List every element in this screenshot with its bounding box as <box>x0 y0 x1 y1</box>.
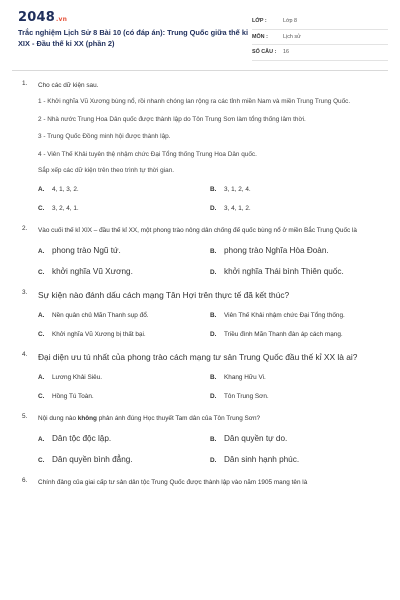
option-text: phong trào Nghĩa Hòa Đoàn. <box>224 246 329 255</box>
question-stem: Đại diện ưu tú nhất của phong trào cách mạng tư sản Trung Quốc đầu thế kỉ XX là ai? <box>38 352 358 362</box>
question-number: 1. <box>22 80 28 87</box>
option-letter: D. <box>210 205 217 212</box>
option-letter: C. <box>38 205 45 212</box>
option-letter: D. <box>210 393 217 400</box>
option-text: 3, 4, 1, 2. <box>224 205 251 212</box>
page-header <box>0 0 400 66</box>
option-a[interactable] <box>38 434 210 443</box>
option-c[interactable] <box>38 455 210 464</box>
option-b[interactable] <box>210 186 382 193</box>
question-list <box>0 80 400 501</box>
option-text: Dân tộc độc lập. <box>52 434 112 443</box>
option-b[interactable] <box>210 312 382 319</box>
option-letter: B. <box>210 186 217 193</box>
option-letter: B. <box>210 248 217 255</box>
question-number: 6. <box>22 477 28 484</box>
option-letter: C. <box>38 269 45 276</box>
option-b[interactable] <box>210 434 382 443</box>
answer-options <box>38 246 378 276</box>
option-text: Dân quyền tự do. <box>224 434 288 443</box>
option-d[interactable] <box>210 393 382 400</box>
stem-emphasis: không <box>77 415 97 422</box>
option-text: khởi nghĩa Vũ Xương. <box>52 267 133 276</box>
meta-row-subject <box>252 30 388 46</box>
option-a[interactable] <box>38 374 210 381</box>
event-item: 4 - Viên Thế Khải tuyên thệ nhậm chức Đại Tổng thống Trung Hoa Dân quốc. <box>38 150 257 158</box>
option-letter: A. <box>38 312 45 319</box>
question-1 <box>0 80 400 212</box>
question-prompt: Sắp xếp các dữ kiện trên theo trình tự thời gian. <box>38 167 175 174</box>
option-letter: A. <box>38 374 45 381</box>
option-text: khởi nghĩa Thái bình Thiên quốc. <box>224 267 344 276</box>
question-4 <box>0 351 400 400</box>
option-a[interactable] <box>38 312 210 319</box>
question-stem: Chính đảng của giai cấp tư sản dân tộc Trung Quốc được thành lập vào năm 1905 mang tên là <box>38 479 308 486</box>
meta-table <box>252 14 388 61</box>
question-6 <box>0 477 400 488</box>
option-c[interactable] <box>38 267 210 276</box>
meta-row-class <box>252 14 388 30</box>
option-c[interactable] <box>38 205 210 212</box>
meta-label: MÔN : <box>252 33 268 40</box>
option-d[interactable] <box>210 331 382 338</box>
answer-options <box>38 186 378 212</box>
option-text: Tôn Trung Sơn. <box>224 393 269 400</box>
question-number: 3. <box>22 289 28 296</box>
option-text: Khởi nghĩa Vũ Xương bị thất bại. <box>52 331 146 338</box>
event-item: 3 - Trung Quốc Đồng minh hội được thành lập. <box>38 133 171 140</box>
option-letter: B. <box>210 312 217 319</box>
option-text: phong trào Ngũ tứ. <box>52 246 121 255</box>
option-letter: B. <box>210 436 217 443</box>
meta-value: Lịch sử <box>283 33 301 40</box>
stem-text: Nội dung nào <box>38 415 78 422</box>
option-text: Triều đình Mãn Thanh đàn áp cách mạng. <box>224 331 343 338</box>
option-text: 3, 1, 2, 4. <box>224 186 251 193</box>
answer-options <box>38 374 378 400</box>
option-letter: A. <box>38 248 45 255</box>
option-letter: A. <box>38 436 45 443</box>
question-stem <box>38 413 378 424</box>
option-text: Hồng Tú Toàn. <box>52 393 94 400</box>
meta-value: Lớp 8 <box>283 18 298 25</box>
option-text: Khang Hữu Vi. <box>224 374 266 381</box>
option-text: Nền quân chủ Mãn Thanh sụp đổ. <box>52 312 149 319</box>
header-divider <box>12 70 388 71</box>
meta-label: LỚP : <box>252 18 267 25</box>
meta-value: 16 <box>283 49 289 56</box>
option-a[interactable] <box>38 246 210 255</box>
option-b[interactable] <box>210 246 382 255</box>
event-item: 1 - Khởi nghĩa Vũ Xương bùng nổ, rồi nhanh chóng lan rộng ra các tỉnh miền Nam và miền Trung Trung Quốc. <box>38 98 351 105</box>
option-text: 3, 2, 4, 1. <box>52 205 79 212</box>
question-number: 2. <box>22 225 28 232</box>
document-title: Trắc nghiệm Lịch Sử 8 Bài 10 (có đáp án): Trung Quốc giữa thế kỉ XIX - Đầu thế kỉ XX (phần 2) <box>18 28 249 48</box>
logo-suffix: .vn <box>55 16 68 23</box>
option-c[interactable] <box>38 331 210 338</box>
stem-text: phản ánh đúng Học thuyết Tam dân của Tôn Trung Sơn? <box>96 415 261 422</box>
event-item: 2 - Nhà nước Trung Hoa Dân quốc được thành lập do Tôn Trung Sơn làm tổng thống lâm thời. <box>38 115 306 123</box>
logo-text: 2048 <box>18 10 55 25</box>
option-c[interactable] <box>38 393 210 400</box>
option-d[interactable] <box>210 455 382 464</box>
option-letter: D. <box>210 457 217 464</box>
question-2 <box>0 225 400 276</box>
option-d[interactable] <box>210 267 382 276</box>
option-letter: D. <box>210 269 217 276</box>
question-number: 5. <box>22 413 28 420</box>
option-text: Viên Thế Khải nhậm chức Đại Tổng thống. <box>224 312 345 319</box>
option-text: 4, 1, 3, 2. <box>52 186 79 193</box>
answer-options <box>38 312 378 338</box>
option-text: Dân sinh hạnh phúc. <box>224 455 300 464</box>
option-letter: A. <box>38 186 45 193</box>
option-letter: C. <box>38 393 45 400</box>
option-d[interactable] <box>210 205 382 212</box>
question-stem: Vào cuối thế kỉ XIX – đầu thế kỉ XX, một phong trào nông dân chống đế quốc bùng nổ ở miền Bắc Trung Quốc là <box>38 227 357 234</box>
meta-row-count <box>252 45 388 61</box>
option-letter: B. <box>210 374 217 381</box>
option-letter: D. <box>210 331 217 338</box>
question-number: 4. <box>22 351 28 358</box>
question-3 <box>0 289 400 338</box>
option-a[interactable] <box>38 186 210 193</box>
question-stem: Sự kiện nào đánh dấu cách mạng Tân Hợi trên thực tế đã kết thúc? <box>38 290 290 300</box>
option-letter: C. <box>38 331 45 338</box>
option-b[interactable] <box>210 374 382 381</box>
question-stem: Cho các dữ kiện sau. <box>38 82 99 89</box>
option-text: Dân quyền bình đẳng. <box>52 455 133 464</box>
option-text: Lương Khải Siêu. <box>52 374 103 381</box>
option-letter: C. <box>38 457 45 464</box>
answer-options <box>38 434 378 464</box>
meta-label: SỐ CÂU : <box>252 49 277 56</box>
question-5 <box>0 413 400 464</box>
